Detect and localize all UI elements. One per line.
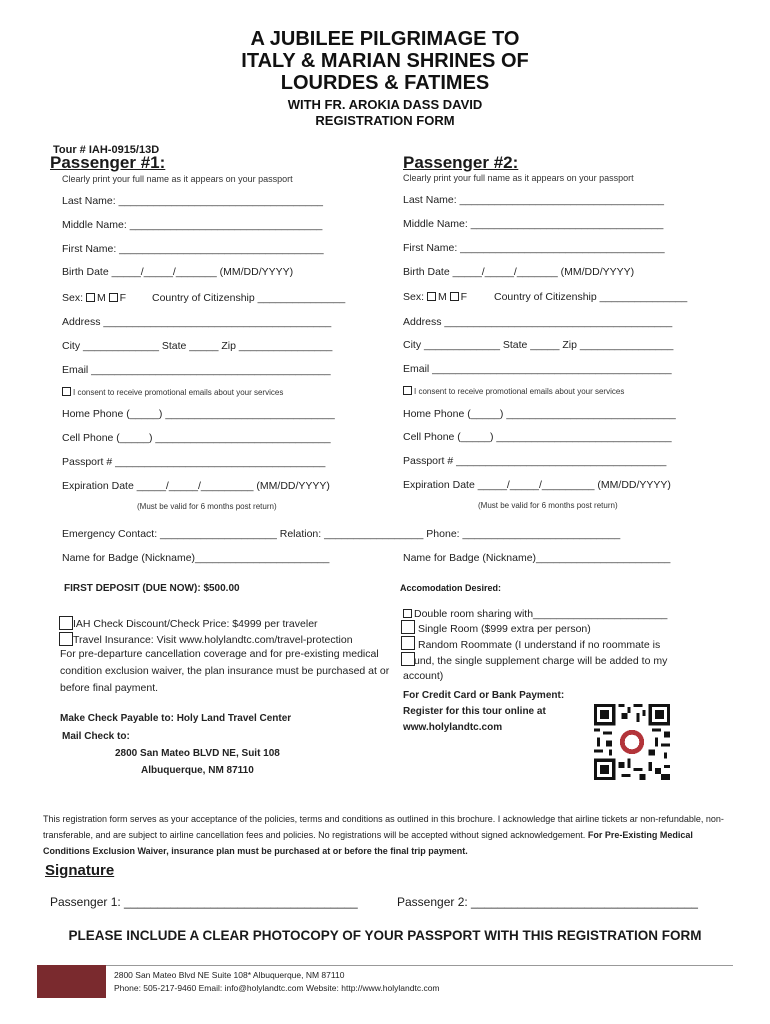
qr-code-icon[interactable] <box>594 704 670 780</box>
sex-label: Sex: <box>62 292 84 304</box>
passenger1-expiration-field[interactable]: Expiration Date _____/_____/_________ (MM/DD/YYYY) <box>62 480 330 492</box>
passenger2-home-phone-field[interactable]: Home Phone (_____) _____________________________ <box>403 408 676 420</box>
sex-f-label: F <box>460 291 468 303</box>
insurance-description: For pre-departure cancellation coverage and for pre-existing medical condition exclusion waiver, the plan insurance must be purchased at or before final payment. <box>60 648 390 694</box>
passenger2-middle-name-field[interactable]: Middle Name: _________________________________ <box>403 218 664 230</box>
check-price-checkbox[interactable] <box>59 616 73 630</box>
passenger1-heading: Passenger #1: <box>50 153 166 172</box>
form-subtitle <box>0 97 770 129</box>
passenger2-passport-field[interactable]: Passport # ____________________________________ <box>403 455 667 467</box>
passenger1-address-field[interactable]: Address _______________________________________ <box>62 316 332 328</box>
passenger2-last-name-field[interactable]: Last Name: ___________________________________ <box>403 194 664 206</box>
passenger1-badge-field[interactable]: Name for Badge (Nickname)_______________________ <box>62 552 330 564</box>
form-title <box>0 28 770 94</box>
payment-link[interactable]: www.holylandtc.com <box>403 722 503 733</box>
random-roommate-checkbox[interactable] <box>401 636 415 650</box>
passenger2-sex-f-checkbox[interactable] <box>450 292 459 301</box>
acknowledgement-bold: For Pre-Existing Medical Conditions Exclusion Waiver, insurance plan must be purchased at or before the final trip payment. <box>43 830 693 856</box>
passenger2-badge-field[interactable]: Name for Badge (Nickname)_______________________ <box>403 552 671 564</box>
passenger1-consent <box>62 388 283 397</box>
passenger1-last-name-field[interactable]: Last Name: ___________________________________ <box>62 195 323 207</box>
passenger1-sex-field <box>62 292 126 304</box>
passenger1-consent-checkbox[interactable] <box>62 387 71 396</box>
footer-accent-bar <box>37 965 106 998</box>
random-roommate-line1: Random Roommate (I understand if no roommate is <box>418 639 661 651</box>
footer-contact: Phone: 505-217-9460 Email: info@holylandtc.com Website: http://www.holylandtc.com <box>114 983 440 993</box>
passenger1-citizenship-field[interactable]: Country of Citizenship _______________ <box>152 292 346 304</box>
payment-line1: For Credit Card or Bank Payment: <box>403 690 565 701</box>
single-room-label: Single Room ($999 extra per person) <box>418 623 591 635</box>
consent-label: I consent to receive promotional emails about your services <box>414 387 625 396</box>
mail-address-line2: Albuquerque, NM 87110 <box>141 765 254 776</box>
payment-line2: Register for this tour online at <box>403 706 546 717</box>
title-line-3: LOURDES & FATIMES <box>280 72 490 94</box>
passenger1-hint: Clearly print your full name as it appears on your passport <box>62 174 293 184</box>
consent-label: I consent to receive promotional emails about your services <box>73 388 284 397</box>
passenger2-consent <box>403 387 624 396</box>
random-roommate-line3: account) <box>403 670 444 682</box>
signature-heading: Signature <box>45 862 115 879</box>
passenger2-address-field[interactable]: Address _______________________________________ <box>403 316 673 328</box>
subtitle-line-2: REGISTRATION FORM <box>315 113 455 128</box>
double-room-option <box>403 608 667 620</box>
travel-insurance-checkbox[interactable] <box>59 632 73 646</box>
check-price-option: IAH Check Discount/Check Price: $4999 per traveler <box>73 618 318 630</box>
random-roommate-line2: und, the single supplement charge will be added to my <box>414 655 668 667</box>
passenger2-valid-note: (Must be valid for 6 months post return) <box>478 501 618 510</box>
passenger1-home-phone-field[interactable]: Home Phone (_____) _____________________________ <box>62 408 335 420</box>
passenger2-birth-date-field[interactable]: Birth Date _____/_____/_______ (MM/DD/YYYY) <box>403 266 635 278</box>
emergency-contact-field[interactable]: Emergency Contact: ____________________ Relation: _________________ Phone: ___________________________ <box>62 528 621 540</box>
passenger2-hint: Clearly print your full name as it appears on your passport <box>403 173 634 183</box>
passenger2-expiration-field[interactable]: Expiration Date _____/_____/_________ (MM/DD/YYYY) <box>403 479 671 491</box>
passenger1-first-name-field[interactable]: First Name: ___________________________________ <box>62 243 324 255</box>
double-room-label: Double room sharing with_______________________ <box>414 608 668 620</box>
sex-f-label: F <box>119 292 127 304</box>
random-roommate-box2 <box>401 652 415 666</box>
passenger1-city-state-zip-field[interactable]: City _____________ State _____ Zip ________________ <box>62 340 333 352</box>
mail-address-line1: 2800 San Mateo BLVD NE, Suit 108 <box>115 748 280 759</box>
sex-m-label: M <box>96 292 106 304</box>
passenger2-signature-field[interactable]: Passenger 2: __________________________________ <box>397 895 698 909</box>
passenger2-sex-field <box>403 291 467 303</box>
footer-address: 2800 San Mateo Blvd NE Suite 108* Albuquerque, NM 87110 <box>114 970 345 980</box>
mail-check-label: Mail Check to: <box>62 731 130 742</box>
passenger2-sex-m-checkbox[interactable] <box>427 292 436 301</box>
passenger1-sex-f-checkbox[interactable] <box>109 293 118 302</box>
travel-insurance-option: Travel Insurance: Visit www.holylandtc.com/travel-protection <box>73 634 353 646</box>
subtitle-line-1: WITH FR. AROKIA DASS DAVID <box>287 97 483 112</box>
passenger2-consent-checkbox[interactable] <box>403 386 412 395</box>
first-deposit: FIRST DEPOSIT (DUE NOW): $500.00 <box>64 583 240 594</box>
passenger1-signature-field[interactable]: Passenger 1: ___________________________________ <box>50 895 358 909</box>
passenger1-email-field[interactable]: Email _________________________________________ <box>62 364 331 376</box>
title-line-1: A JUBILEE PILGRIMAGE TO <box>250 28 520 50</box>
single-room-checkbox[interactable] <box>401 620 415 634</box>
passenger1-middle-name-field[interactable]: Middle Name: _________________________________ <box>62 219 323 231</box>
acknowledgement-text <box>43 811 727 859</box>
passport-notice: PLEASE INCLUDE A CLEAR PHOTOCOPY OF YOUR PASSPORT WITH THIS REGISTRATION FORM <box>68 928 702 943</box>
check-payable: Make Check Payable to: Holy Land Travel Center <box>60 713 292 724</box>
passenger2-citizenship-field[interactable]: Country of Citizenship _______________ <box>494 291 688 303</box>
passenger1-sex-m-checkbox[interactable] <box>86 293 95 302</box>
passenger1-passport-field[interactable]: Passport # ____________________________________ <box>62 456 326 468</box>
accommodation-heading: Accomodation Desired: <box>400 583 502 593</box>
acknowledgement-body: This registration form serves as your acceptance of the policies, terms and conditions as outlined in this brochure. I acknowledge that airline tickets ar non-refundable, non-transferable, and are subject to airline cancellation fees and policies. No registrations will be accepted without signed acknowledgement. <box>43 814 724 840</box>
footer-divider <box>106 965 733 966</box>
passenger2-first-name-field[interactable]: First Name: ___________________________________ <box>403 242 665 254</box>
passenger2-cell-phone-field[interactable]: Cell Phone (_____) ______________________________ <box>403 431 672 443</box>
sex-label: Sex: <box>403 291 425 303</box>
passenger2-heading: Passenger #2: <box>403 153 519 172</box>
passenger2-email-field[interactable]: Email _________________________________________ <box>403 363 672 375</box>
tour-number: Tour # IAH-0915/13D <box>53 144 160 156</box>
passenger1-cell-phone-field[interactable]: Cell Phone (_____) ______________________________ <box>62 432 331 444</box>
sex-m-label: M <box>437 291 447 303</box>
title-line-2: ITALY & MARIAN SHRINES OF <box>241 50 529 72</box>
passenger2-city-state-zip-field[interactable]: City _____________ State _____ Zip ________________ <box>403 339 674 351</box>
double-room-checkbox[interactable] <box>403 609 412 618</box>
passenger1-birth-date-field[interactable]: Birth Date _____/_____/_______ (MM/DD/YYYY) <box>62 266 294 278</box>
passenger1-valid-note: (Must be valid for 6 months post return) <box>137 502 277 511</box>
